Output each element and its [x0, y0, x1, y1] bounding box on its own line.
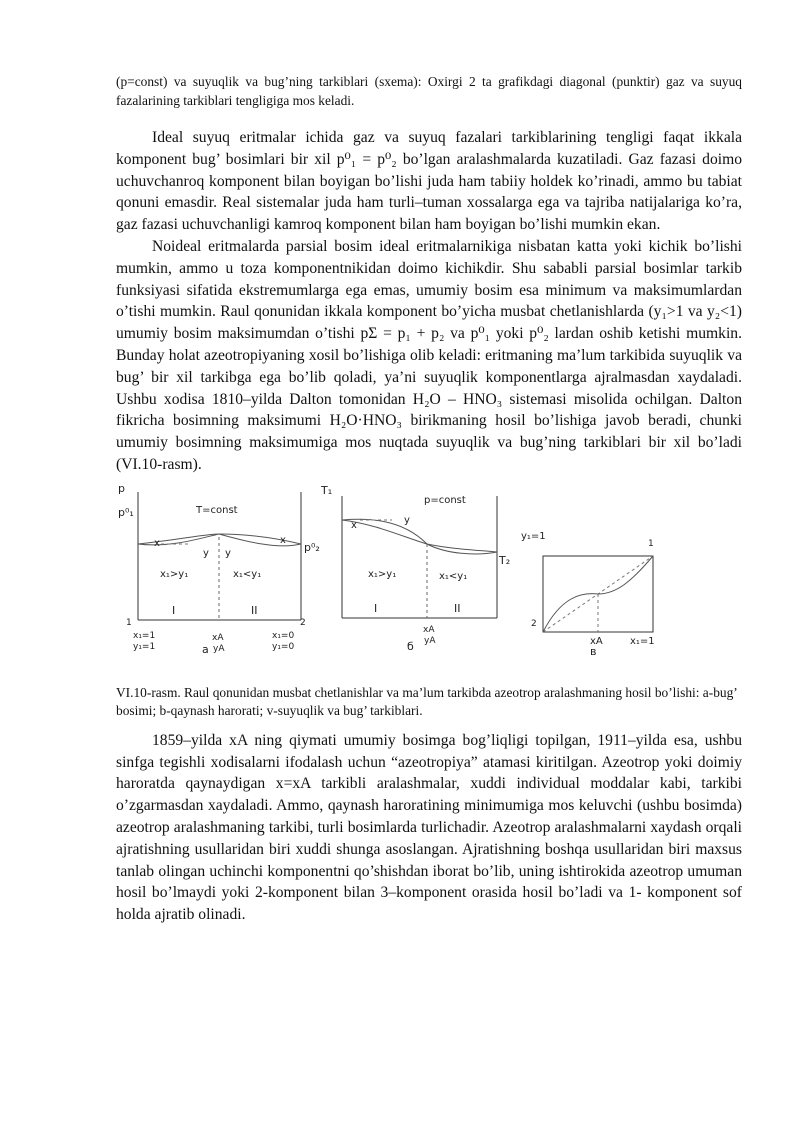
label-y1-1: y₁=1 [521, 530, 546, 542]
figure-caption-vi-10: VI.10-rasm. Raul qonunidan musbat chetlanishlar va ma’lum tarkibda azeotrop aralashmaning hosil bo’lishi: a-bug’ bosimi; b-qaynash harorati; v-suyuqlik va bug’ tarkiblari. [116, 684, 737, 718]
diagram-c-composition [521, 531, 655, 658]
paragraph-azeotropy: 1859–yilda xA ning qiymati umumiy bosimga bog’liqligi topilgan, 1911–yilda esa, ushbu sinfga tegishli xodisalarni ifodalash uchun “azeotropiya” atamasi kiritilgan. Azeotrop yoki doimiy haroratda qaynaydigan x=xA tarkibli aralashmalar, xuddi individual moddalar kabi, tarkibi o’zgarmasdan xaydaladi. Ammo, qaynash haroratining minimumiga mos keluvchi (ushbu bosimda) azeotrop aralashmaning tarkibi, turli bosimlarda turlichadir. Azeotrop aralashmalarni xaydash orqali ajratishning usullaridan biri xuddi shunga asoslangan. Ajratishning boshqa usullaridan biri maxsus tanlab olingan uchinchi komponentni qo’shishdan iborat bo’lib, uning ishtirokida azeotrop umuman hosil bo’lmaydi yoki 2-komponent bilan 3–komponent orasida hosil bo’ladi va 1- komponent sof holda ajratib olinadi. [116, 731, 742, 924]
axis-label-p: p [118, 481, 125, 495]
roman-label-right-b: II [454, 601, 461, 615]
bottom-center-x: xA [212, 632, 224, 643]
label-p-const: p=const [424, 494, 466, 506]
diagram-b-boiling-temperature [320, 484, 510, 653]
bottom-left-y: y₁=1 [133, 641, 156, 652]
label-x-b: x [351, 519, 357, 531]
liquid-curve-b [342, 520, 497, 552]
label-t2: T₂ [499, 553, 511, 567]
corner-label-1: 1 [126, 617, 132, 628]
label-xa-c: xA [590, 635, 603, 647]
region-label-left: x₁>y₁ [160, 568, 189, 580]
corner-label-2: 2 [300, 617, 306, 628]
label-p01: p⁰₁ [118, 505, 134, 519]
paragraph-nonideal-solutions: Noideal eritmalarda parsial bosim ideal eritmalarnikiga nisbatan katta yoki kichik bo’lishi mumkin, ammo u toza komponentnikidan doimo kichikdir. Shu sababli parsial bosimlar tarkib funksiyasi sifatida ekstremumlarga ega emas, umumiy bosim esa minimum va maksimumlardan o’tishi mumkin. Raul qonunidan ikkala komponent bo’yicha musbat chetlanishlarda (y₁>1 va y₂<1) umumiy bosim maksimumdan o’tishi pΣ = p₁ + p₂ va p⁰₁ yoki p⁰₂ lardan oshib ketishi mumkin. Bunday holat azeotropiyaning xosil bo’lishiga olib keladi: eritmaning ma’lum tarkibida suyuqlik va bug’ bir xil tarkibga ega bo’lib qoladi, ya’ni suyuqlik komponentlarga ajralmasdan xaydaladi. Ushbu xodisa 1810–yilda Dalton tomonidan H₂O – HNO₃ sistemasi misolida ochilgan. Dalton fikricha bosimning maksimumi H₂O·HNO₃ birikmaning hosil bo’lishiga javob beradi, chunki umumiy bosimning maksimumiga mos nuqtada suyuqlik va bug’ning tarkiblari bir xil bo’ladi (VI.10-rasm). [116, 237, 742, 473]
bottom-center-x-b: xA [423, 624, 435, 635]
label-x-right: x [280, 534, 286, 546]
region-label-right-b: x₁<y₁ [439, 570, 468, 582]
label-t-const: T=const [196, 504, 238, 516]
bottom-left-x: x₁=1 [133, 630, 156, 641]
page-content [116, 72, 742, 926]
label-x1-1-c: x₁=1 [630, 635, 655, 647]
roman-label-left: I [172, 603, 176, 617]
label-y-b: y [404, 514, 410, 526]
figure-vi-10 [116, 482, 742, 682]
paragraph-ideal-solutions: Ideal suyuq eritmalar ichida gaz va suyuq fazalari tarkiblarining tengligi faqat ikkala komponent bug’ bosimlari bir xil p⁰₁ = p⁰₂ bo’lgan aralashmalarda kuzatiladi. Gaz fazasi doimo uchuvchanroq komponent bilan boyigan bo’lishi juda ham tabiiy holdek ko’rinadi, ammo bu tabiat qonuni emasdir. Real sistemalar juda ham turli–tuman xossalarga ega va tajriba natijalariga ko’ra, gaz fazasi uchuvchanligi kamroq komponent bilan ham boyigan bo’lishi mumkin ekan. [116, 129, 742, 234]
label-p02: p⁰₂ [304, 540, 320, 554]
region-label-left-b: x₁>y₁ [368, 568, 397, 580]
corner-label-c1: 1 [648, 538, 654, 549]
label-y-left: y [203, 547, 209, 559]
bottom-center-y: yA [213, 643, 225, 654]
panel-letter-b: б [407, 639, 414, 653]
panel-letter-c: в [590, 644, 597, 658]
diagram-a-vapor-pressure [118, 482, 320, 656]
label-y-right: y [225, 547, 231, 559]
corner-label-c2: 2 [531, 618, 537, 629]
figure-diagrams [116, 482, 742, 682]
figure-caption-previous: (p=const) va suyuqlik va bug’ning tarkiblari (sxema): Oxirgi 2 ta grafikdagi diagonal (punktir) gaz va suyuq fazalarining tarkiblari tengligiga mos keladi. [116, 74, 742, 108]
panel-letter-a: a [202, 642, 209, 656]
roman-label-left-b: I [374, 601, 378, 615]
roman-label-right: II [251, 603, 258, 617]
bottom-center-y-b: yA [424, 635, 436, 646]
label-x-left: x [154, 537, 160, 549]
bottom-right-x: x₁=0 [272, 630, 295, 641]
bottom-right-y: y₁=0 [272, 641, 295, 652]
region-label-right: x₁<y₁ [233, 568, 262, 580]
axis-label-t1: T₁ [321, 483, 333, 497]
